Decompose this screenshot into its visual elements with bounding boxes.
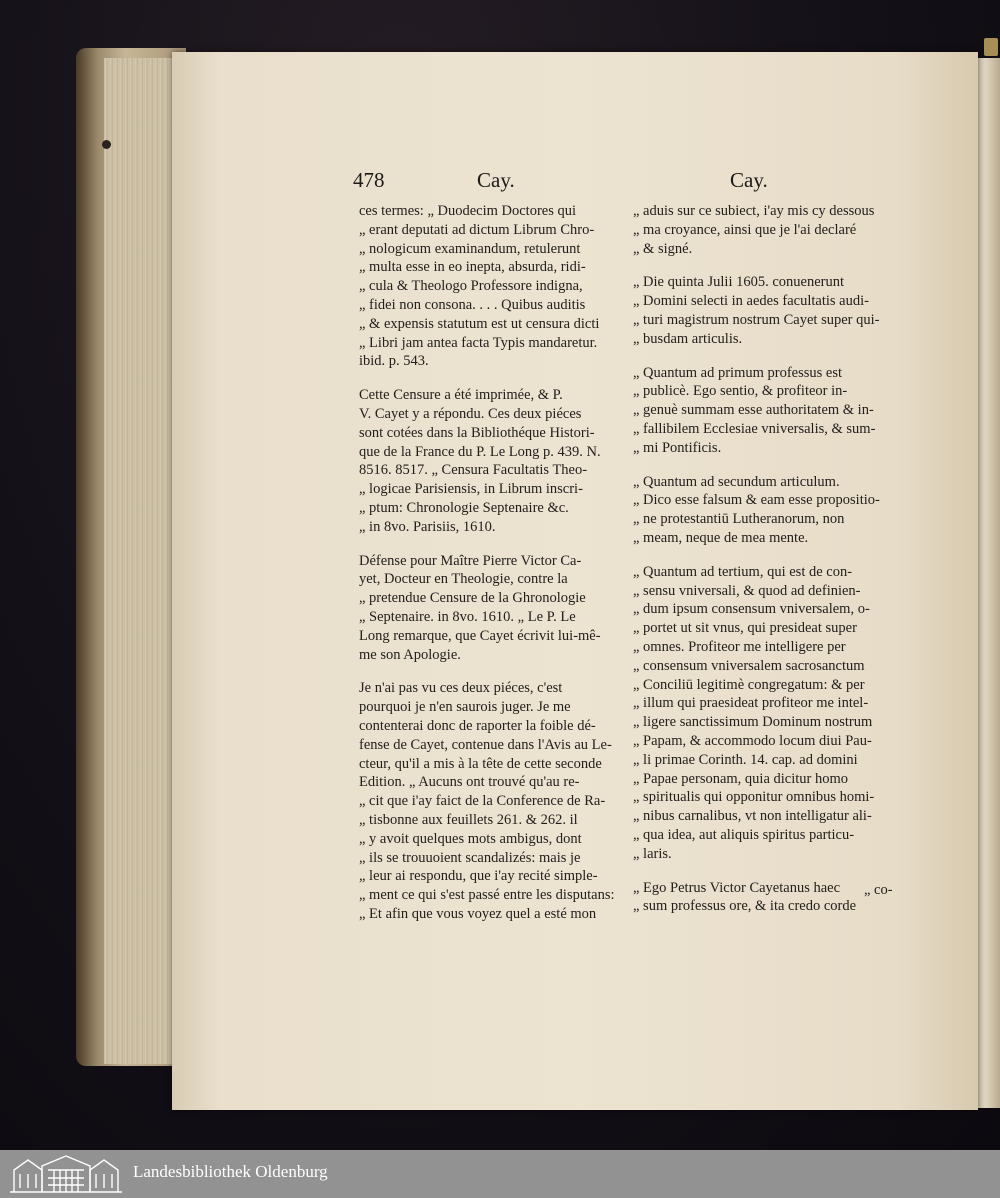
text-line: „ aduis sur ce subiect, i'ay mis cy dessous [633, 203, 875, 219]
library-name: Landesbibliothek Oldenburg [133, 1162, 328, 1181]
corner-clip [984, 38, 998, 56]
text-line: „ ligere sanctissimum Dominum nostrum [633, 714, 873, 731]
footer-bar [0, 1150, 1000, 1198]
page-stack-edge [104, 58, 182, 1064]
text-line: „ qua idea, aut aliquis spiritus particu- [633, 826, 855, 843]
text-line: Défense pour Maître Pierre Victor Ca- [359, 552, 582, 569]
facing-page-edge [976, 58, 1000, 1108]
text-line: „ Die quinta Julii 1605. conuenerunt [633, 274, 845, 291]
text-line: Je n'ai pas vu ces deux piéces, c'est [359, 680, 563, 697]
text-line: „ pretendue Censure de la Ghronologie [359, 590, 586, 607]
text-line: Cette Censure a été imprimée, & P. [359, 387, 563, 404]
text-line: „ dum ipsum consensum vniversalem, o- [633, 601, 870, 618]
text-line: „ Domini selecti in aedes facultatis audi- [633, 293, 869, 310]
text-line: „ Papam, & accommodo locum diui Pau- [633, 732, 872, 749]
right-text-column [633, 202, 892, 931]
text-line: fense de Cayet, contenue dans l'Avis au Le- [359, 736, 612, 753]
library-building-logo [8, 1154, 124, 1194]
text-line: „ consensum vniversalem sacrosanctum [633, 657, 865, 674]
text-line: ibid. p. 543. [359, 353, 429, 370]
text-line: „ nibus carnalibus, vt non intelligatur ali- [633, 808, 872, 825]
text-line: „ logicae Parisiensis, in Librum inscri- [359, 481, 583, 498]
text-line: ces termes: „ Duodecim Doctores qui [359, 203, 577, 219]
text-line: „ Septenaire. in 8vo. 1610. „ Le P. Le [359, 608, 576, 625]
running-head-right: Cay. [730, 168, 768, 192]
text-line: „ tisbonne aux feuillets 261. & 262. il [359, 811, 578, 828]
text-line: „ Ego Petrus Victor Cayetanus haec [633, 879, 841, 896]
right-paragraph [633, 273, 892, 348]
text-line: „ fallibilem Ecclesiae vniversalis, & sum- [633, 420, 876, 437]
text-line: pourquoi je n'en saurois juger. Je me [359, 699, 571, 716]
text-line: „ Et afin que vous voyez quel a esté mon [359, 905, 597, 922]
text-line: „ fidei non consona. . . . Quibus auditis [359, 296, 586, 313]
left-paragraph [359, 386, 622, 536]
page-number: 478 [353, 168, 385, 192]
text-line: „ ne protestantiū Lutheranorum, non [633, 511, 845, 528]
text-line: „ ment ce qui s'est passé entre les disputans: [359, 887, 615, 904]
text-line: „ portet ut sit vnus, qui presideat super [633, 620, 857, 637]
text-line: „ Quantum ad secundum articulum. [633, 473, 840, 490]
text-line: „ li primae Corinth. 14. cap. ad domini [633, 751, 858, 768]
left-paragraph [359, 679, 622, 923]
text-line: V. Cayet y a répondu. Ces deux piéces [359, 405, 582, 422]
text-line: „ busdam articulis. [633, 330, 743, 347]
text-line: „ Papae personam, quia dicitur homo [633, 770, 849, 787]
text-line: „ nologicum examinandum, retulerunt [359, 240, 581, 257]
text-line: „ & signé. [633, 240, 693, 257]
text-line: „ leur ai respondu, que i'ay recité simple- [359, 868, 598, 885]
binding-nail [102, 140, 111, 149]
text-line: „ ma croyance, ainsi que je l'ai declaré [633, 221, 857, 238]
text-line: „ illum qui praesideat profiteor me intel- [633, 695, 869, 712]
text-line: „ Libri jam antea facta Typis mandaretur. [359, 334, 598, 351]
right-paragraph [633, 563, 892, 864]
left-paragraph [359, 552, 622, 665]
text-line: „ sensu vniversali, & quod ad definien- [633, 582, 861, 599]
text-line: „ mi Pontificis. [633, 439, 722, 456]
text-line: que de la France du P. Le Long p. 439. N. [359, 443, 601, 460]
text-line: cteur, qu'il a mis à la tête de cette seconde [359, 755, 602, 772]
right-paragraph [633, 879, 892, 917]
text-line: „ meam, neque de mea mente. [633, 529, 809, 546]
text-line: „ y avoit quelques mots ambigus, dont [359, 830, 582, 847]
text-line: „ genuè summam esse authoritatem & in- [633, 402, 874, 419]
text-line: „ in 8vo. Parisiis, 1610. [359, 518, 496, 535]
text-line: „ Quantum ad primum professus est [633, 364, 843, 381]
text-line: yet, Docteur en Theologie, contre la [359, 571, 568, 588]
right-paragraph [633, 364, 892, 458]
text-line: contenterai donc de raporter la foible dé- [359, 717, 596, 734]
text-line: „ ils se trouuoient scandalizés: mais je [359, 849, 581, 866]
text-line: „ Quantum ad tertium, qui est de con- [633, 563, 853, 580]
text-line: „ Conciliū legitimè congregatum: & per [633, 676, 865, 693]
text-line: 8516. 8517. „ Censura Facultatis Theo- [359, 462, 588, 479]
text-line: me son Apologie. [359, 646, 461, 663]
text-line: „ cit que i'ay faict de la Conference de Ra- [359, 793, 606, 810]
text-line: „ turi magistrum nostrum Cayet super qui- [633, 311, 880, 328]
catchword: „ co- [864, 882, 893, 898]
right-paragraph [633, 473, 892, 548]
text-line: sont cotées dans la Bibliothéque Histori- [359, 424, 595, 441]
running-head-left: Cay. [477, 168, 515, 192]
text-line: „ sum professus ore, & ita credo corde [633, 898, 857, 915]
left-paragraph [359, 202, 622, 371]
text-line: „ publicè. Ego sentio, & profiteor in- [633, 383, 848, 400]
text-line: „ multa esse in eo inepta, absurda, ridi- [359, 259, 586, 276]
text-line: Long remarque, que Cayet écrivit lui-mê- [359, 627, 601, 644]
text-line: „ ptum: Chronologie Septenaire &c. [359, 499, 569, 516]
text-line: „ cula & Theologo Professore indigna, [359, 278, 583, 295]
text-line: „ & expensis statutum est ut censura dicti [359, 315, 600, 332]
text-line: „ omnes. Profiteor me intelligere per [633, 638, 846, 655]
text-line: „ erant deputati ad dictum Librum Chro- [359, 221, 595, 238]
text-line: „ spiritualis qui opponitur omnibus homi- [633, 789, 875, 806]
text-line: „ Dico esse falsum & eam esse propositio- [633, 492, 880, 509]
left-text-column [359, 202, 622, 939]
text-line: Edition. „ Aucuns ont trouvé qu'au re- [359, 774, 580, 791]
text-line: „ laris. [633, 845, 672, 862]
right-paragraph [633, 202, 892, 258]
